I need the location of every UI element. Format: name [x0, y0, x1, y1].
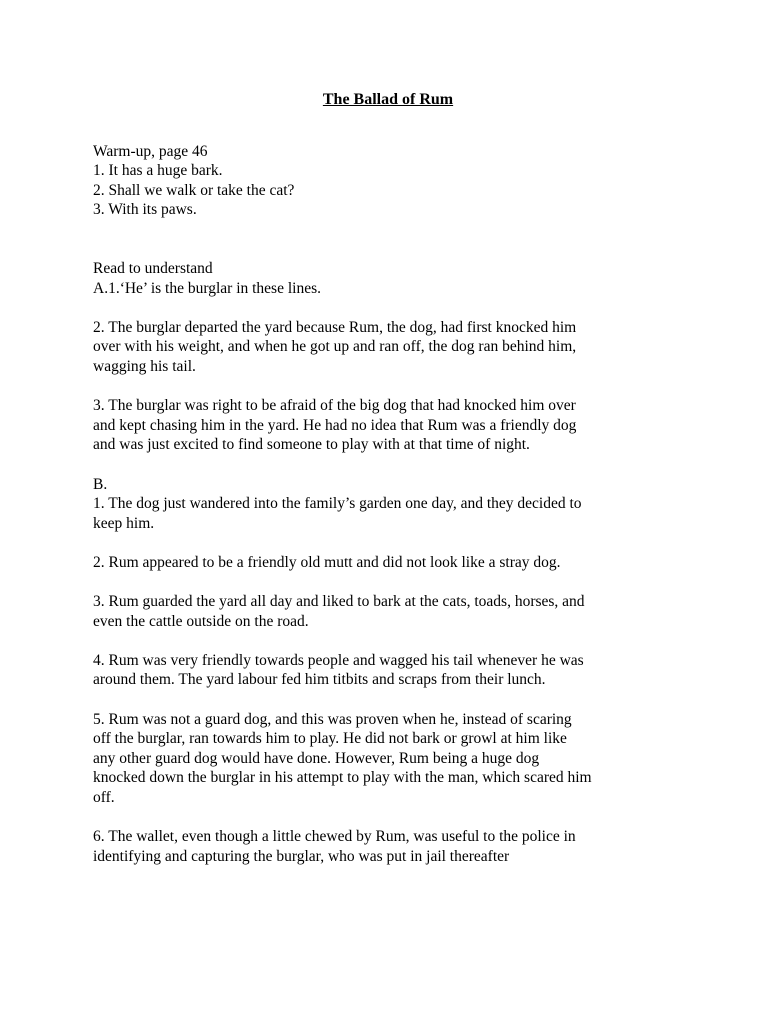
- answer-line: and was just excited to find someone to play with at that time of night.: [93, 436, 530, 454]
- answer-line: 3. The burglar was right to be afraid of the big dog that had knocked him over: [93, 397, 576, 415]
- warmup-section: [93, 142, 683, 220]
- answer-line: off.: [93, 789, 115, 806]
- answer-line: even the cattle outside on the road.: [93, 612, 309, 630]
- section-b: [93, 475, 683, 867]
- answer-a3: [93, 396, 683, 455]
- answer-line: 5. Rum was not a guard dog, and this was proven when he, instead of scaring: [93, 710, 572, 728]
- answer-line: off the burglar, ran towards him to play. He did not bark or growl at him like: [93, 730, 567, 748]
- read-to-understand-heading: Read to understand: [93, 259, 213, 277]
- answer-line: over with his weight, and when he got up and ran off, the dog ran behind him,: [93, 338, 577, 356]
- answer-line: 4. Rum was very friendly towards people and wagged his tail whenever he was: [93, 651, 584, 669]
- section-b-heading: B.: [93, 475, 108, 493]
- answer-line: around them. The yard labour fed him titbits and scraps from their lunch.: [93, 671, 546, 689]
- answer-b2: [93, 553, 683, 573]
- warmup-item: 3. With its paws.: [93, 201, 197, 219]
- answer-b3: [93, 592, 683, 631]
- answer-line: knocked down the burglar in his attempt to play with the man, which scared him: [93, 769, 592, 787]
- warmup-heading: Warm-up, page 46: [93, 142, 208, 160]
- answer-b5: [93, 710, 683, 808]
- answer-line: 1. The dog just wandered into the family’s garden one day, and they decided to: [93, 495, 582, 513]
- warmup-item: 2. Shall we walk or take the cat?: [93, 181, 295, 199]
- answer-line: 6. The wallet, even though a little chewed by Rum, was useful to the police in: [93, 828, 576, 846]
- answer-a1: A.1.‘He’ is the burglar in these lines.: [93, 279, 321, 297]
- answer-line: identifying and capturing the burglar, who was put in jail thereafter: [93, 847, 510, 865]
- answer-a2: [93, 318, 683, 377]
- answer-line: any other guard dog would have done. However, Rum being a huge dog: [93, 749, 540, 767]
- answer-line: keep him.: [93, 514, 155, 532]
- answer-line: 3. Rum guarded the yard all day and liked to bark at the cats, toads, horses, and: [93, 593, 585, 611]
- document-title: The Ballad of Rum: [322, 91, 454, 108]
- read-to-understand-section: [93, 259, 683, 455]
- warmup-item: 1. It has a huge bark.: [93, 162, 223, 180]
- answer-line: 2. Rum appeared to be a friendly old mutt and did not look like a stray dog.: [93, 553, 561, 571]
- answer-b1: [93, 494, 683, 533]
- answer-b4: [93, 651, 683, 690]
- answer-line: 2. The burglar departed the yard because Rum, the dog, had first knocked him: [93, 318, 577, 336]
- answer-line: wagging his tail.: [93, 357, 196, 375]
- answer-b6: [93, 827, 683, 866]
- answer-line: and kept chasing him in the yard. He had no idea that Rum was a friendly dog: [93, 416, 577, 434]
- document-page: [93, 90, 683, 866]
